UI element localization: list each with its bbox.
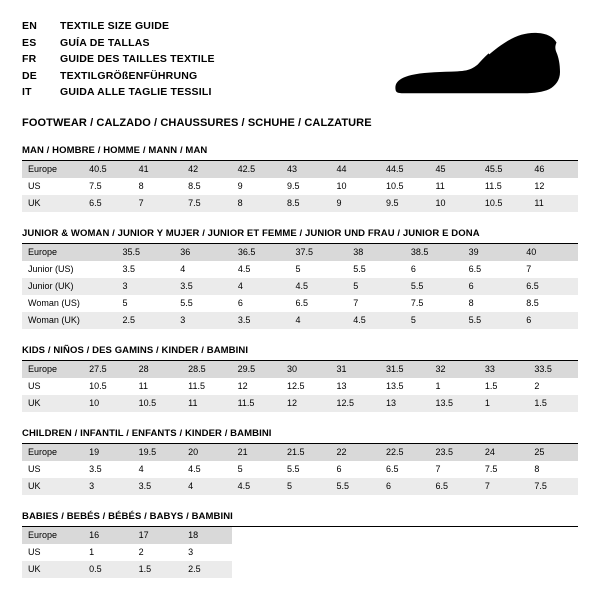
cell: 6 bbox=[380, 478, 429, 495]
row-label: Europe bbox=[22, 444, 83, 461]
cell: 8 bbox=[468, 297, 474, 308]
cell: 6 bbox=[520, 312, 578, 329]
cell: 33 bbox=[479, 361, 528, 378]
cell: 11.5 bbox=[232, 395, 281, 412]
section-babies bbox=[22, 511, 578, 578]
cell: 4.5 bbox=[188, 463, 201, 474]
cell: 12.5 bbox=[287, 380, 305, 391]
cell: 13 bbox=[336, 380, 347, 391]
row-label: Junior (US) bbox=[28, 263, 74, 274]
cell: 5 bbox=[347, 278, 405, 295]
cell: 40.5 bbox=[83, 161, 132, 178]
cell: 40 bbox=[520, 244, 578, 261]
size-table-children bbox=[22, 444, 578, 495]
cell: 5.5 bbox=[353, 263, 366, 274]
row-label: Europe bbox=[22, 161, 83, 178]
cell: 4 bbox=[182, 478, 231, 495]
cell: 6 bbox=[237, 297, 243, 308]
cell: 8.5 bbox=[281, 195, 330, 212]
table-row bbox=[22, 544, 578, 561]
cell: 13 bbox=[380, 395, 429, 412]
row-label: US bbox=[28, 380, 41, 391]
cell: 8 bbox=[138, 180, 144, 191]
cell: 8 bbox=[534, 463, 540, 474]
cell: 3 bbox=[83, 478, 132, 495]
size-table-man bbox=[22, 161, 578, 212]
cell: 7 bbox=[435, 463, 441, 474]
language-row bbox=[22, 18, 215, 35]
section-children bbox=[22, 428, 578, 495]
cell: 11 bbox=[435, 180, 445, 191]
cell: 3 bbox=[188, 546, 194, 557]
table-row bbox=[22, 444, 578, 461]
cell: 10 bbox=[429, 195, 478, 212]
cell: 37.5 bbox=[290, 244, 348, 261]
cell: 43 bbox=[281, 161, 330, 178]
cell: 12 bbox=[281, 395, 330, 412]
cell: 18 bbox=[182, 527, 231, 544]
cell: 12.5 bbox=[331, 395, 380, 412]
cell: 1 bbox=[89, 546, 95, 557]
cell: 13.5 bbox=[385, 380, 404, 391]
cell: 27.5 bbox=[83, 361, 132, 378]
cell: 10.5 bbox=[479, 195, 528, 212]
cell: 9.5 bbox=[380, 195, 429, 212]
cell: 44 bbox=[331, 161, 380, 178]
table-row bbox=[22, 178, 578, 195]
cell: 6.5 bbox=[295, 297, 309, 308]
cell: 1.5 bbox=[528, 395, 578, 412]
cell: 7.5 bbox=[528, 478, 578, 495]
language-row bbox=[22, 51, 215, 68]
cell: 31 bbox=[331, 361, 380, 378]
size-table-kids bbox=[22, 361, 578, 412]
language-code: ES bbox=[22, 36, 37, 49]
cell: 6 bbox=[410, 263, 416, 274]
language-row bbox=[22, 68, 215, 85]
cell: 8.5 bbox=[526, 297, 539, 308]
cell: 46 bbox=[528, 161, 578, 178]
cell-empty bbox=[232, 544, 578, 561]
row-label: Woman (UK) bbox=[22, 312, 117, 329]
language-code: DE bbox=[22, 69, 37, 82]
cell: 11 bbox=[138, 380, 148, 391]
cell: 3.5 bbox=[174, 278, 232, 295]
cell: 3 bbox=[174, 312, 232, 329]
cell: 6.5 bbox=[83, 195, 132, 212]
cell: 25 bbox=[528, 444, 578, 461]
table-row bbox=[22, 461, 578, 478]
table-row bbox=[22, 278, 578, 295]
language-title: TEXTILGRÖßENFÜHRUNG bbox=[60, 69, 198, 82]
cell: 44.5 bbox=[380, 161, 429, 178]
cell: 4 bbox=[232, 278, 290, 295]
row-label: Junior (UK) bbox=[22, 278, 117, 295]
cell: 23.5 bbox=[429, 444, 478, 461]
table-row bbox=[22, 361, 578, 378]
cell: 30 bbox=[281, 361, 330, 378]
row-label: Europe bbox=[22, 244, 117, 261]
cell: 0.5 bbox=[83, 561, 132, 578]
row-label: US bbox=[28, 180, 41, 191]
cell: 5 bbox=[122, 297, 128, 308]
cell: 16 bbox=[83, 527, 132, 544]
language-code: FR bbox=[22, 53, 37, 65]
cell: 5 bbox=[405, 312, 463, 329]
cell: 20 bbox=[182, 444, 231, 461]
row-label: UK bbox=[22, 561, 83, 578]
cell: 42 bbox=[182, 161, 231, 178]
cell: 6 bbox=[463, 278, 521, 295]
section-kids bbox=[22, 345, 578, 412]
cell: 4 bbox=[180, 263, 186, 274]
section-title: KIDS / NIÑOS / DES GAMINS / KINDER / BAMBINI bbox=[22, 345, 578, 361]
table-row bbox=[22, 295, 578, 312]
section-title: CHILDREN / INFANTIL / ENFANTS / KINDER / BAMBINI bbox=[22, 428, 578, 444]
cell: 7.5 bbox=[182, 195, 231, 212]
cell: 36 bbox=[174, 244, 232, 261]
language-title: GUIDA ALLE TAGLIE TESSILI bbox=[60, 86, 212, 98]
cell: 7 bbox=[526, 263, 532, 274]
cell: 36.5 bbox=[232, 244, 290, 261]
language-title: GUÍA DE TALLAS bbox=[60, 36, 150, 49]
cell: 10 bbox=[83, 395, 132, 412]
cell: 7 bbox=[133, 195, 182, 212]
cell: 32 bbox=[429, 361, 478, 378]
cell: 11.5 bbox=[188, 380, 205, 391]
table-row bbox=[22, 261, 578, 278]
cell: 9.5 bbox=[287, 180, 300, 191]
cell: 7.5 bbox=[484, 463, 498, 474]
table-row bbox=[22, 161, 578, 178]
cell: 4.5 bbox=[232, 478, 281, 495]
row-label: UK bbox=[22, 195, 83, 212]
cell: 5.5 bbox=[287, 463, 300, 474]
cell: 5 bbox=[281, 478, 330, 495]
cell: 6.5 bbox=[429, 478, 478, 495]
row-label: Europe bbox=[22, 361, 83, 378]
cell: 4.5 bbox=[237, 263, 251, 274]
dress-shoe-icon bbox=[380, 32, 560, 99]
cell: 5.5 bbox=[331, 478, 380, 495]
cell: 11 bbox=[528, 195, 578, 212]
table-row bbox=[22, 378, 578, 395]
cell: 42.5 bbox=[232, 161, 281, 178]
cell: 2 bbox=[534, 380, 540, 391]
cell: 35.5 bbox=[117, 244, 175, 261]
cell: 39 bbox=[463, 244, 521, 261]
cell: 17 bbox=[133, 527, 182, 544]
cell: 13.5 bbox=[429, 395, 478, 412]
cell: 6.5 bbox=[468, 263, 482, 274]
cell: 3 bbox=[117, 278, 175, 295]
cell: 5.5 bbox=[180, 297, 193, 308]
section-man bbox=[22, 145, 578, 212]
cell: 5 bbox=[237, 463, 243, 474]
table-row bbox=[22, 478, 578, 495]
cell: 1 bbox=[479, 395, 528, 412]
cell: 3.5 bbox=[89, 463, 102, 474]
cell: 6.5 bbox=[520, 278, 578, 295]
cell: 29.5 bbox=[232, 361, 281, 378]
cell: 8 bbox=[232, 195, 281, 212]
language-row bbox=[22, 35, 215, 52]
size-table-junior-woman bbox=[22, 244, 578, 329]
row-label: US bbox=[28, 463, 41, 474]
cell: 3.5 bbox=[133, 478, 182, 495]
size-table-babies bbox=[22, 527, 578, 578]
cell: 22 bbox=[331, 444, 380, 461]
row-label: US bbox=[28, 546, 41, 557]
table-row bbox=[22, 527, 578, 544]
cell: 45 bbox=[429, 161, 478, 178]
section-title: BABIES / BEBÉS / BÉBÉS / BABYS / BAMBINI bbox=[22, 511, 578, 527]
cell: 41 bbox=[133, 161, 182, 178]
cell: 31.5 bbox=[380, 361, 429, 378]
language-row bbox=[22, 84, 215, 101]
language-title: TEXTILE SIZE GUIDE bbox=[60, 20, 170, 32]
cell: 28.5 bbox=[182, 361, 231, 378]
cell: 11 bbox=[182, 395, 231, 412]
cell: 38 bbox=[347, 244, 405, 261]
cell: 4 bbox=[290, 312, 348, 329]
cell: 3.5 bbox=[232, 312, 290, 329]
language-title-list bbox=[22, 18, 215, 101]
cell: 12 bbox=[534, 180, 545, 191]
cell: 4.5 bbox=[347, 312, 405, 329]
table-row bbox=[22, 561, 578, 578]
cell: 11.5 bbox=[484, 180, 502, 191]
cell: 2.5 bbox=[182, 561, 231, 578]
row-label: Europe bbox=[22, 527, 83, 544]
cell: 9 bbox=[331, 195, 380, 212]
language-title: GUIDE DES TAILLES TEXTILE bbox=[60, 53, 215, 65]
cell: 10.5 bbox=[385, 180, 404, 191]
cell: 21.5 bbox=[281, 444, 330, 461]
table-row bbox=[22, 195, 578, 212]
cell: 19 bbox=[83, 444, 132, 461]
table-row bbox=[22, 312, 578, 329]
cell: 5 bbox=[295, 263, 301, 274]
cell: 1.5 bbox=[484, 380, 498, 391]
cell: 3.5 bbox=[122, 263, 136, 274]
cell: 12 bbox=[237, 380, 248, 391]
cell: 6.5 bbox=[385, 463, 399, 474]
cell: 33.5 bbox=[528, 361, 578, 378]
cell: 6 bbox=[336, 463, 342, 474]
cell: 10.5 bbox=[133, 395, 182, 412]
cell-empty bbox=[232, 561, 578, 578]
cell: 7.5 bbox=[89, 180, 102, 191]
section-title: MAN / HOMBRE / HOMME / MANN / MAN bbox=[22, 145, 578, 161]
header bbox=[22, 18, 578, 101]
cell: 22.5 bbox=[380, 444, 429, 461]
table-row bbox=[22, 244, 578, 261]
cell: 8.5 bbox=[188, 180, 201, 191]
section-junior-woman bbox=[22, 228, 578, 329]
cell: 4.5 bbox=[290, 278, 348, 295]
table-row bbox=[22, 395, 578, 412]
cell: 2 bbox=[138, 546, 144, 557]
cell: 5.5 bbox=[463, 312, 521, 329]
row-label: UK bbox=[22, 395, 83, 412]
cell: 1 bbox=[435, 380, 441, 391]
cell: 19.5 bbox=[133, 444, 182, 461]
footwear-heading: FOOTWEAR / CALZADO / CHAUSSURES / SCHUHE / CALZATURE bbox=[22, 116, 372, 129]
cell-empty bbox=[232, 527, 578, 544]
row-label: UK bbox=[22, 478, 83, 495]
cell: 1.5 bbox=[133, 561, 182, 578]
cell: 7 bbox=[353, 297, 359, 308]
cell: 10.5 bbox=[89, 380, 107, 391]
cell: 10 bbox=[336, 180, 347, 191]
cell: 24 bbox=[479, 444, 528, 461]
cell: 21 bbox=[232, 444, 281, 461]
cell: 5.5 bbox=[405, 278, 463, 295]
cell: 45.5 bbox=[479, 161, 528, 178]
cell: 38.5 bbox=[405, 244, 463, 261]
cell: 7 bbox=[479, 478, 528, 495]
row-label: Woman (US) bbox=[28, 297, 80, 308]
cell: 7.5 bbox=[410, 297, 424, 308]
cell: 2.5 bbox=[117, 312, 175, 329]
section-title: JUNIOR & WOMAN / JUNIOR Y MUJER / JUNIOR ET FEMME / JUNIOR UND FRAU / JUNIOR E DONA bbox=[22, 228, 578, 244]
cell: 9 bbox=[237, 180, 243, 191]
language-code: IT bbox=[22, 86, 32, 98]
language-code: EN bbox=[22, 20, 37, 32]
cell: 28 bbox=[133, 361, 182, 378]
cell: 4 bbox=[138, 463, 144, 474]
